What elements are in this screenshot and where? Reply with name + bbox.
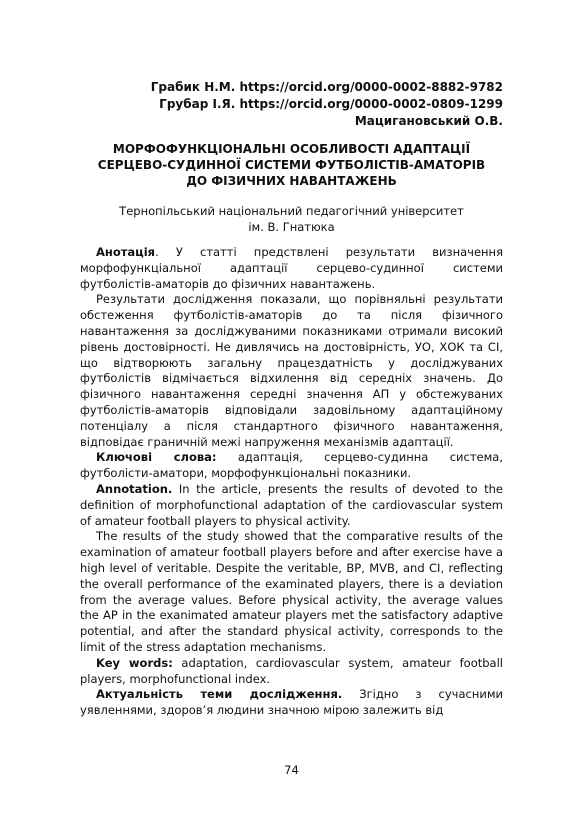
keywords-ua-label: Ключові слова: bbox=[96, 450, 217, 465]
affiliation-line: ім. В. Гнатюка bbox=[248, 220, 335, 234]
title-line: МОРФОФУНКЦІОНАЛЬНІ ОСОБЛИВОСТІ АДАПТАЦІЇ bbox=[112, 142, 471, 156]
relevance-paragraph bbox=[80, 687, 503, 719]
author-line: Грубар І.Я. https://orcid.org/0000-0002-0809-1299 bbox=[159, 97, 503, 111]
abstract-ua-text: . У статті предствлені результати визначення морфофункціальної адаптації серцево-судинної системи футболістів-аматорів до фізичних навантажень. bbox=[80, 245, 503, 291]
keywords-ua-text: адаптація, серцево-судинна система, футболісти-аматори, морфофункціональні показники. bbox=[80, 450, 503, 481]
keywords-en-text: adaptation, cardiovascular system, amateur football players, morphofunctional index. bbox=[80, 655, 503, 686]
abstract-en-label: Annotation. bbox=[96, 481, 173, 496]
affiliation bbox=[80, 203, 503, 235]
title-line: ДО ФІЗИЧНИХ НАВАНТАЖЕНЬ bbox=[186, 174, 397, 188]
page-number: 74 bbox=[284, 763, 299, 777]
affiliation-line: Тернопільський національний педагогічний університет bbox=[119, 204, 464, 218]
article-body bbox=[80, 245, 503, 719]
article-title bbox=[80, 141, 503, 189]
abstract-en bbox=[80, 482, 503, 529]
abstract-ua-label: Анотація bbox=[96, 245, 156, 259]
keywords-en-label: Key words: bbox=[96, 655, 173, 670]
results-en: The results of the study showed that the comparative results of the examination of amateur football players before and after exercise have a high level of veritable. Despite the veritable, BP, MVB, and CI, reflecting the overall performance of the examinated players, there is a deviation from the average values. Before physical activity, the average values the AP in the exanimated amateur players met the satisfactory adaptive potential, and after the standard physical activity, corresponds to the limit of the stress adaptation mechanisms. bbox=[80, 529, 503, 654]
results-ua: Результати дослідження показали, що порівняльні результати обстеження футболістів-аматорів до та після фізичного навантаження за досліджуваними показниками отримали високий рівень достовірності. Не дивлячись на достовірність, УО, ХОК та СІ, що відтворюють загальну працездатність у досліджуваних футболістів відмічається відхилення від середніх значень. До фізичного навантаження середні значення АП у обстежуваних футболістів-аматорів відповідали задовільному адаптаційному потенціалу а після стандартного фізичного навантаження, відповідає граничній межі напруження механізмів адаптації. bbox=[80, 292, 503, 449]
author-line: Мацигановський О.В. bbox=[354, 114, 503, 128]
title-line: СЕРЦЕВО-СУДИННОЇ СИСТЕМИ ФУТБОЛІСТІВ-АМАТОРІВ bbox=[97, 158, 486, 172]
keywords-ua bbox=[80, 450, 503, 482]
abstract-ua bbox=[80, 245, 503, 292]
abstract-en-text: In the article, presents the results of devoted to the definition of morphofunctional adaptation of the cardiovascular system of amateur football players to physical activity. bbox=[80, 481, 503, 528]
keywords-en bbox=[80, 656, 503, 688]
author-line: Грабик Н.М. https://orcid.org/0000-0002-8882-9782 bbox=[150, 80, 503, 94]
relevance-label: Актуальність теми дослідження. bbox=[96, 687, 343, 702]
author-list bbox=[151, 79, 503, 130]
relevance-text: Згідно з сучасними уявленнями, здоров’я людини значною мірою залежить від bbox=[80, 687, 503, 718]
